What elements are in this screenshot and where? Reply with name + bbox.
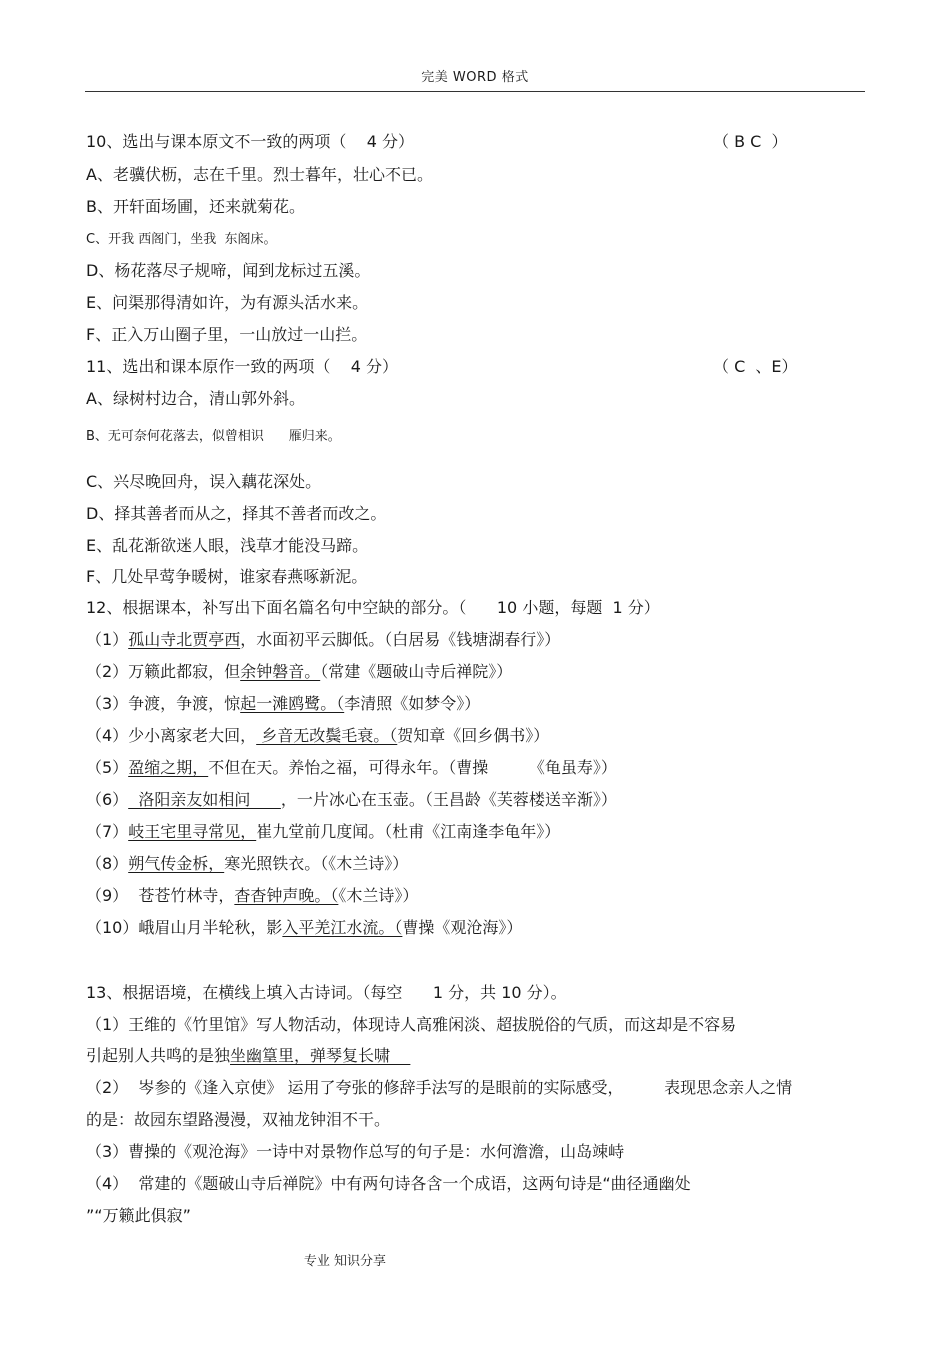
q12-item-suffix: 贺知章《回乡偶书》） — [397, 726, 550, 745]
q12-item-prefix: （4）少小离家老大回， — [86, 726, 257, 745]
q12-item-suffix: 寒光照铁衣。（《木兰诗》） — [224, 854, 409, 873]
q10-title: 10、选出与课本原文不一致的两项（ 4 分） — [86, 132, 414, 151]
q12-item-prefix: （10）峨眉山月半轮秋，影 — [86, 918, 283, 937]
q13-line-6: （4） 常建的《题破山寺后禅院》中有两句诗各含一个成语，这两句诗是“曲径通幽处 — [86, 1174, 691, 1193]
q12-item-suffix: 李清照《如梦令》） — [344, 694, 481, 713]
q10-answer: （ B C ） — [713, 132, 788, 151]
q12-item-suffix: 不但在天。养怡之福，可得永年。（曹操 《龟虽寿》） — [208, 758, 617, 777]
q12-item — [86, 790, 617, 810]
q12-item-suffix: （常建《题破山寺后禅院》） — [320, 662, 513, 681]
q12-item-prefix: （9） 苍苍竹林寺， — [86, 886, 235, 905]
q11-title: 11、选出和课本原作一致的两项（ 4 分） — [86, 357, 398, 376]
q12-item-answer: 余钟磐音。 — [240, 662, 321, 681]
q12-item-suffix: 曹操《观沧海》） — [402, 918, 523, 937]
q10-option-d: D、杨花落尽子规啼，闻到龙标过五溪。 — [86, 261, 371, 280]
q11-option-e: E、乱花渐欲迷人眼，浅草才能没马蹄。 — [86, 536, 369, 555]
q12-item-answer: 孤山寺北贾亭西 — [128, 630, 241, 649]
q10-option-f: F、正入万山圈子里，一山放过一山拦。 — [86, 325, 368, 344]
q10-option-a: A、老骥伏枥，志在千里。烈士暮年，壮心不已。 — [86, 165, 433, 184]
q12-item-answer: 盈缩之期， — [128, 758, 209, 777]
q11-option-b: B、无可奈何花落去，似曾相识 雁归来。 — [86, 429, 341, 444]
q11-option-c: C、兴尽晚回舟，误入藕花深处。 — [86, 472, 322, 491]
page-footer: 专业 知识分享 — [303, 1254, 387, 1269]
q12-item — [86, 630, 560, 650]
q12-item-answer: 乡音无改鬓毛衰。（ — [256, 726, 398, 745]
q12-item — [86, 854, 408, 874]
q12-item — [86, 662, 512, 682]
q12-item-prefix: （5） — [86, 758, 129, 777]
q12-item-prefix: （2）万籁此都寂，但 — [86, 662, 241, 681]
q11-option-f: F、几处早莺争暖树，谁家春燕啄新泥。 — [86, 567, 368, 586]
q12-item-answer: 洛阳亲友如相问 — [128, 790, 281, 809]
q12-item — [86, 822, 560, 842]
page-header: 完美 WORD 格式 — [421, 70, 529, 85]
q12-item-prefix: （7） — [86, 822, 129, 841]
q13-line-2-prefix: 引起别人共鸣的是独 — [86, 1046, 231, 1065]
q13-line-1: （1）王维的《竹里馆》写人物活动，体现诗人高雅闲淡、超拔脱俗的气质，而这却是不容易 — [86, 1015, 737, 1034]
q12-item-suffix: 《木兰诗》） — [338, 886, 419, 905]
q12-item-prefix: （3）争渡，争渡，惊 — [86, 694, 241, 713]
q13-line-7: ”“万籁此俱寂” — [86, 1206, 191, 1225]
q12-item-prefix: （6） — [86, 790, 129, 809]
q12-item-answer: 岐王宅里寻常见， — [128, 822, 257, 841]
q12-item — [86, 918, 522, 938]
q11-answer: （ C 、E） — [713, 357, 798, 376]
q11-option-d: D、择其善者而从之，择其不善者而改之。 — [86, 504, 387, 523]
header-rule — [85, 91, 865, 92]
q13-title: 13、根据语境，在横线上填入古诗词。（每空 1 分，共 10 分）。 — [86, 983, 567, 1002]
q12-item — [86, 758, 617, 778]
q12-item-prefix: （1） — [86, 630, 129, 649]
q13-line-2 — [86, 1046, 410, 1066]
q12-title: 12、根据课本，补写出下面名篇名句中空缺的部分。（ 10 小题，每题 1 分） — [86, 598, 660, 617]
q12-item-answer: 入平羌江水流。（ — [282, 918, 403, 937]
q12-item-suffix: 崔九堂前几度闻。（杜甫《江南逢李龟年》） — [256, 822, 561, 841]
q13-line-3: （2） 岑参的《逢入京使》 运用了夸张的修辞手法写的是眼前的实际感受， 表现思念亲人之情 — [86, 1078, 793, 1097]
q10-option-c: C、开我 西阁门，坐我 东阁床。 — [86, 232, 277, 247]
q12-item-suffix: ，一片冰心在玉壶。（王昌龄《芙蓉楼送辛渐》） — [280, 790, 617, 809]
q12-item-answer: 朔气传金柝， — [128, 854, 225, 873]
q10-option-b: B、开轩面场圃，还来就菊花。 — [86, 197, 305, 216]
q11-option-a: A、绿树村边合，清山郭外斜。 — [86, 389, 305, 408]
q12-item — [86, 694, 480, 714]
q12-item-answer: 起一滩鸥鹭。（ — [240, 694, 345, 713]
q12-item-prefix: （8） — [86, 854, 129, 873]
q12-item-answer: 杳杳钟声晚。（ — [234, 886, 339, 905]
q13-line-5: （3）曹操的《观沧海》一诗中对景物作总写的句子是：水何澹澹，山岛竦峙 — [86, 1142, 625, 1161]
q12-item-suffix: ，水面初平云脚低。（白居易《钱塘湖春行》） — [240, 630, 561, 649]
q12-item — [86, 726, 549, 746]
q13-line-2-answer: 坐幽篁里，弹琴复长啸 — [230, 1046, 411, 1065]
q10-option-e: E、问渠那得清如许，为有源头活水来。 — [86, 293, 369, 312]
q13-line-4: 的是：故园东望路漫漫，双袖龙钟泪不干。 — [86, 1110, 391, 1129]
q12-item — [86, 886, 418, 906]
